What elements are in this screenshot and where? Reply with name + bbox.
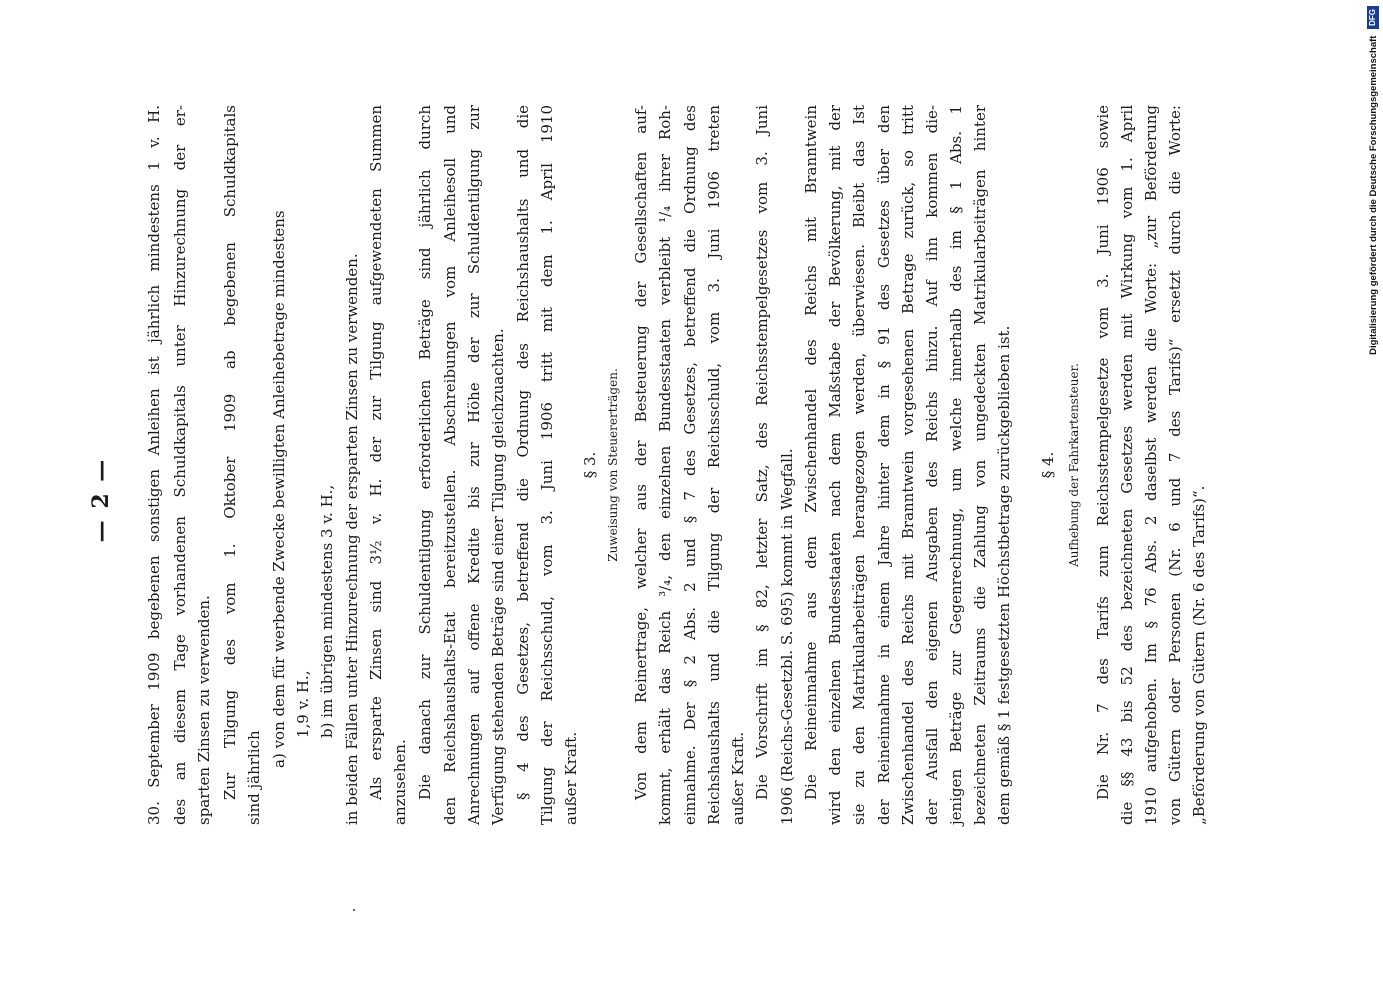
text-line: Verfügung stehenden Beträge sind einer Tilgung gleichzuachten. xyxy=(489,328,507,825)
section-number: § 3. xyxy=(581,451,599,479)
text-line: dem gemäß § 1 festgesetzten Höchstbetrage zurückgeblieben ist. xyxy=(995,325,1013,825)
text-line: außer Kraft. xyxy=(562,731,580,825)
text-line: Tilgung der Reichsschuld, vom 3. Juni 1906 tritt mit dem 1. April 1910 xyxy=(538,105,556,825)
text-line: bezeichneten Zeitraums die Zahlung von ungedeckten Matrikularbeiträgen hinter xyxy=(971,105,989,825)
text-line: der Ausfall den eigenen Ausgaben des Reichs hinzu. Auf ihn kommen die- xyxy=(923,105,941,825)
text-line: sparten Zinsen zu verwenden. xyxy=(195,595,213,825)
digitization-stamp xyxy=(1366,6,1382,992)
text-line: „Beförderung von Gütern (Nr. 6 des Tarifs)“. xyxy=(1190,485,1208,825)
list-item: 1,9 v. H., xyxy=(294,670,312,738)
text-line: sie zu den Matrikularbeiträgen herangezogen werden, überwiesen. Bleibt das Ist xyxy=(850,105,868,825)
text-line: Die Reineinnahme aus dem Zwischenhandel des Reichs mit Branntwein xyxy=(802,105,820,800)
text-line: der Reineinnahme in einem Jahre hinter dem in § 91 des Gesetzes über den xyxy=(875,105,893,825)
text-line: 1906 (Reichs-Gesetzbl. S. 695) kommt in Wegfall. xyxy=(778,448,796,825)
text-line: in beiden Fällen unter Hinzurechnung der ersparten Zinsen zu verwenden. xyxy=(343,253,361,825)
text-line: Anrechnungen auf offene Kredite bis zur Höhe der zur Schuldentilgung zur xyxy=(465,105,483,825)
text-line: Die Nr. 7 des Tarifs zum Reichsstempelgesetze vom 3. Juni 1906 sowie xyxy=(1094,105,1112,800)
text-line: § 4 des Gesetzes, betreffend die Ordnung des Reichshaushalts und die xyxy=(514,105,532,800)
text-line: von Gütern oder Personen (Nr. 6 und 7 des Tarifs)“ ersetzt durch die Worte: xyxy=(1166,105,1184,825)
text-line: des an diesem Tage vorhandenen Schuldkapitals unter Hinzurechnung der er- xyxy=(171,105,189,825)
text-line: Reichshaushalts und die Tilgung der Reichsschuld, vom 3. Juni 1906 treten xyxy=(705,105,723,825)
list-item: a) von dem für werbende Zwecke bewilligten Anleihebetrage mindestens xyxy=(270,210,288,768)
text-line: 1910 aufgehoben. Im § 76 Abs. 2 daselbst werden die Worte: „zur Beförderung xyxy=(1142,105,1160,825)
section-number: § 4. xyxy=(1039,451,1057,479)
text-line: Die danach zur Schuldentilgung erforderlichen Beträge sind jährlich durch xyxy=(416,105,434,800)
text-line: kommt, erhält das Reich ³/₄, den einzelnen Bundesstaaten verbleibt ¹/₄ ihrer Roh- xyxy=(656,105,674,825)
text-line: anzusehen. xyxy=(391,739,409,825)
scan-speck xyxy=(353,909,355,911)
text-line: Von dem Reinertrage, welcher aus der Besteuerung der Gesellschaften auf- xyxy=(632,105,650,800)
text-line: den Reichshaushalts-Etat bereitzustellen. Abschreibungen vom Anleihesoll und xyxy=(441,105,459,825)
text-line: Zwischenhandel des Reichs mit Branntwein vorgesehenen Betrage zurück, so tritt xyxy=(899,105,917,825)
page-number: — 2 — xyxy=(88,457,114,543)
text-line: einnahme. Der § 2 Abs. 2 und § 7 des Gesetzes, betreffend die Ordnung des xyxy=(681,105,699,825)
text-line: die §§ 43 bis 52 des bezeichneten Gesetzes werden mit Wirkung vom 1. April xyxy=(1118,105,1136,825)
section-title: Aufhebung der Fahrkartensteuer. xyxy=(1067,363,1081,567)
text-line: wird den einzelnen Bundesstaaten nach dem Maßstabe der Bevölkerung, mit der xyxy=(826,105,844,825)
text-line: jenigen Beträge zur Gegenrechnung, um welche innerhalb des im § 1 Abs. 1 xyxy=(947,105,965,825)
list-item: b) im übrigen mindestens 3 v. H., xyxy=(318,484,336,738)
dfg-logo: DFG xyxy=(1367,6,1379,29)
text-line: Die Vorschrift im § 82, letzter Satz, des Reichsstempelgesetzes vom 3. Juni xyxy=(753,105,771,800)
text-line: Als ersparte Zinsen sind 3½ v. H. der zur Tilgung aufgewendeten Summen xyxy=(367,105,385,800)
section-title: Zuweisung von Steuererträgen. xyxy=(606,368,620,562)
stamp-text: Digitalisierung gefördert durch die Deutsche Forschungsgemeinschaft xyxy=(1368,35,1379,355)
text-line: außer Kraft. xyxy=(729,731,747,825)
text-line: sind jährlich xyxy=(245,730,263,825)
text-line: Zur Tilgung des vom 1. Oktober 1909 ab begebenen Schuldkapitals xyxy=(221,105,239,800)
text-line: 30. September 1909 begebenen sonstigen Anleihen ist jährlich mindestens 1 v. H. xyxy=(145,105,163,825)
